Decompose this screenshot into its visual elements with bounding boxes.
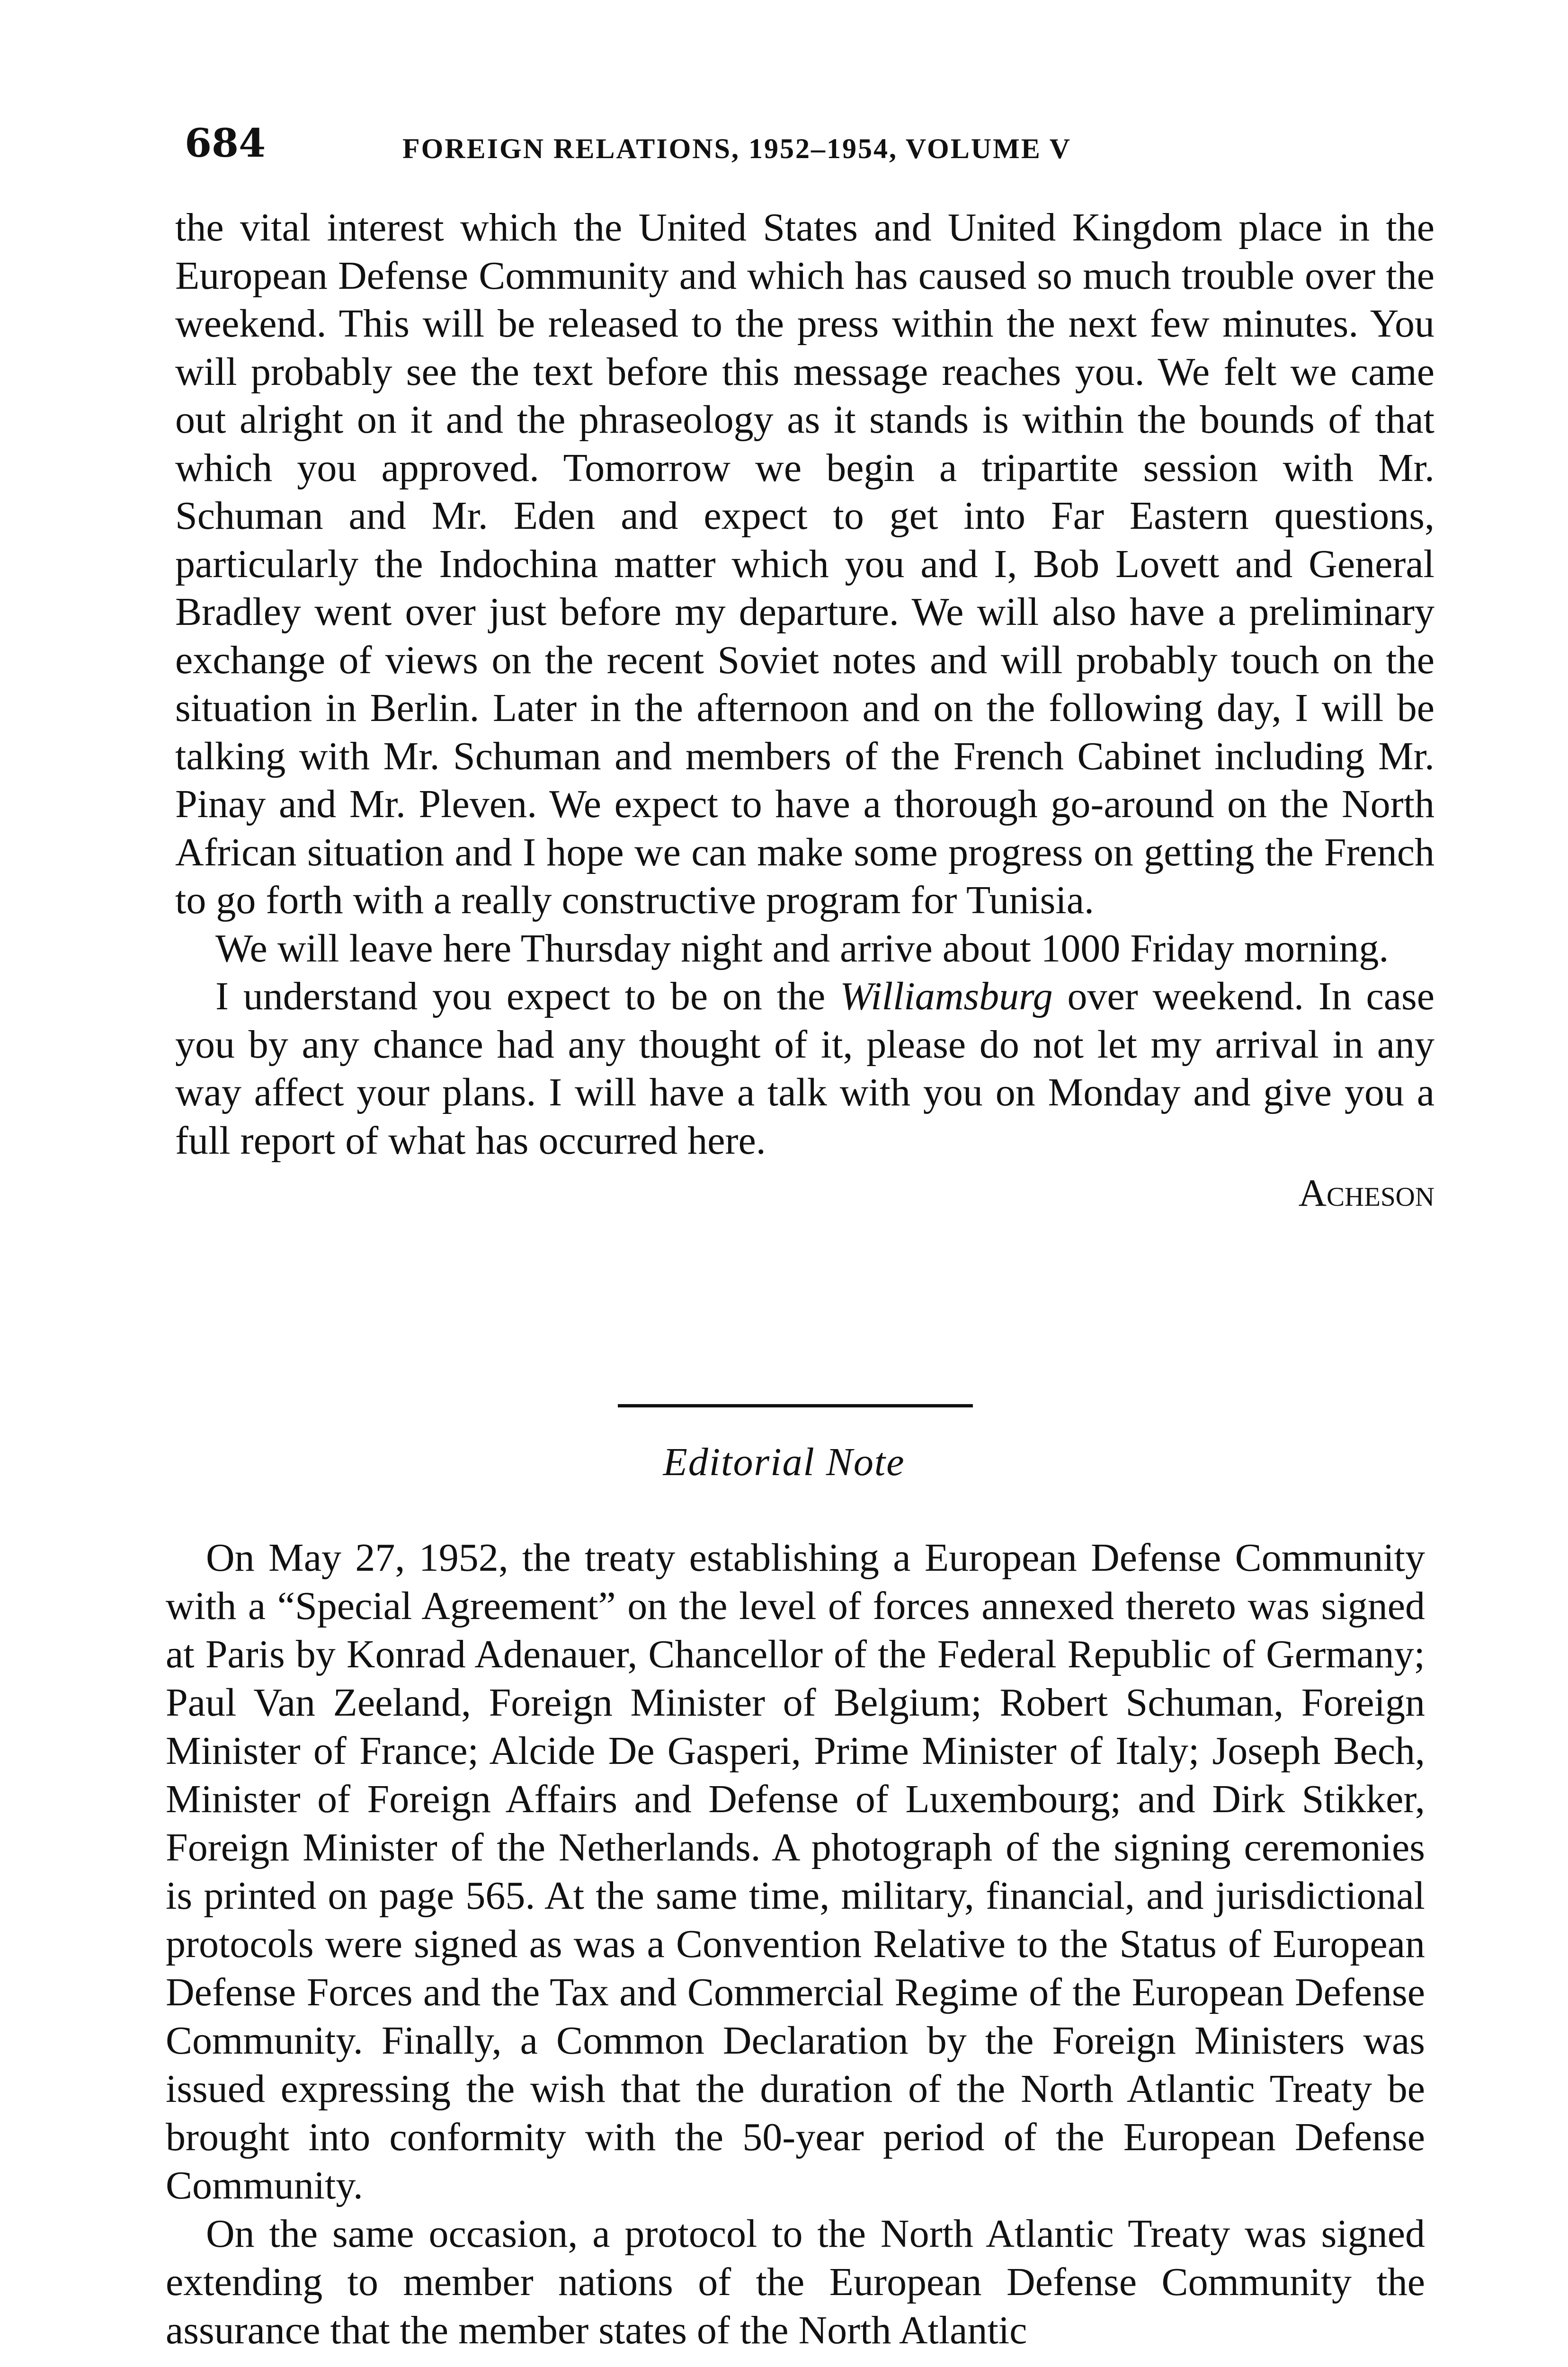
editorial-note-paragraph-2: On the same occasion, a protocol to the North Atlantic Treaty was signed extending to member nations of the European Defense Community the assurance that the member states of the North Atlantic xyxy=(166,2212,1425,2352)
editorial-note-paragraph-1: On May 27, 1952, the treaty establishing a European Defense Community with a “Special Agreement” on the level of forces annexed thereto was signed at Paris by Konrad Adenauer, Chancellor of the Federal Republic of Germany; Paul Van Zeeland, Foreign Minister of Belgium; Robert Schuman, Foreign Minister of France; Alcide De Gasperi, Prime Minister of Italy; Joseph Bech, Minister of Foreign Affairs and Defense of Luxembourg; and Dirk Stikker, Foreign Minister of the Netherlands. A photograph of the signing ceremonies is printed on page 565. At the same time, military, financial, and jurisdictional protocols were signed as was a Convention Relative to the Status of European Defense Forces and the Tax and Commercial Regime of the European Defense Community. Finally, a Common Declaration by the Foreign Ministers was issued expressing the wish that the duration of the North Atlantic Treaty be brought into conformity with the 50-year period of the European Defense Community. xyxy=(166,1536,1425,2207)
running-head: FOREIGN RELATIONS, 1952–1954, VOLUME V xyxy=(402,133,1071,164)
letter-paragraph-1: the vital interest which the United States and United Kingdom place in the European Defense Community and which has caused so much trouble over the weekend. This will be released to the press within the next few minutes. You will probably see the text before this message reaches you. We felt we came out alright on it and the phraseology as it stands is within the bounds of that which you approved. Tomorrow we begin a tripartite session with Mr. Schuman and Mr. Eden and expect to get into Far Eastern questions, particularly the Indochina matter which you and I, Bob Lovett and General Bradley went over just before my departure. We will also have a preliminary exchange of views on the recent Soviet notes and will probably touch on the situation in Berlin. Later in the afternoon and on the following day, I will be talking with Mr. Schuman and members of the French Cabinet including Mr. Pinay and Mr. Pleven. We expect to have a thorough go-around on the North African situation and I hope we can make some progress on getting the French to go forth with a really constructive program for Tunisia. xyxy=(175,205,1434,922)
page-number: 684 xyxy=(185,121,266,166)
signature: Acheson xyxy=(1298,1171,1434,1214)
letter-paragraph-3 xyxy=(175,972,1434,1165)
letter-paragraph-3-start: I understand you expect to be on the xyxy=(215,974,840,1018)
letter-paragraph-2: We will leave here Thursday night and arrive about 1000 Friday morning. xyxy=(215,926,1389,970)
section-divider xyxy=(618,1404,973,1407)
ship-name: Williamsburg xyxy=(840,974,1053,1018)
letter-body xyxy=(175,204,1434,1221)
page-header xyxy=(185,111,1434,173)
editorial-note-body xyxy=(166,1534,1425,2355)
letter-paragraph-3-end: over weekend. In case you by any chance had any thought of it, please do not let my arrival in any way affect your plans. I will have a talk with you on Monday and give you a full report of what has occurred here. xyxy=(175,974,1435,1163)
editorial-note-title: Editorial Note xyxy=(663,1440,905,1484)
